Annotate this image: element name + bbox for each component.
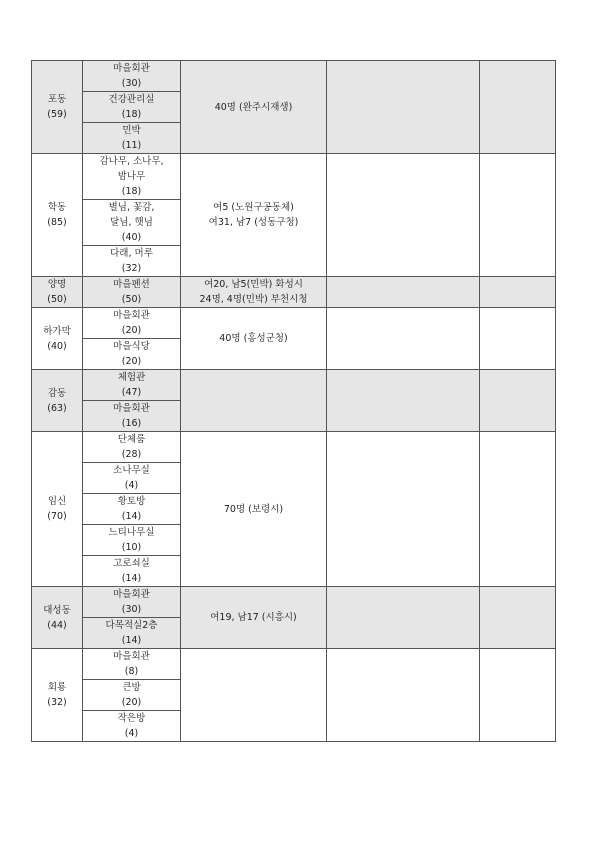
village-label: (63) <box>47 402 67 414</box>
facility-cell <box>83 711 181 742</box>
empty-cell <box>480 587 556 649</box>
village-label: 학동 <box>47 202 67 213</box>
empty-cell <box>480 154 556 277</box>
group-cell <box>181 649 327 742</box>
group-label: 여5 (노원구공동체) <box>213 202 294 213</box>
group-label: 여19, 남17 (시흥시) <box>210 612 297 623</box>
facility-label: 달님, 햇님 <box>110 217 153 228</box>
facility-label: 밤나무 <box>117 171 146 182</box>
facility-cell <box>83 308 181 339</box>
table-row <box>32 277 556 308</box>
facility-cell <box>83 92 181 123</box>
empty-cell <box>327 432 480 587</box>
facility-label: 다래, 머루 <box>110 248 153 259</box>
empty-cell <box>327 308 480 370</box>
village-label: (40) <box>47 340 67 352</box>
facility-label: (10) <box>121 542 142 553</box>
village-cell <box>32 308 83 370</box>
facility-label: 마을회관 <box>113 403 150 414</box>
village-label: (32) <box>47 697 67 708</box>
village-label: 양명 <box>47 279 67 290</box>
facility-cell <box>83 494 181 525</box>
facility-label: 민박 <box>122 125 141 136</box>
facility-label: 단체룸 <box>117 434 146 445</box>
group-cell <box>181 432 327 587</box>
village-label: 임신 <box>47 496 67 507</box>
table-row <box>32 370 556 401</box>
facility-cell <box>83 649 181 680</box>
village-label: (70) <box>47 511 67 522</box>
table-row <box>32 61 556 92</box>
facility-label: (14) <box>121 511 142 522</box>
facility-label: (18) <box>121 109 142 120</box>
facility-label: (16) <box>121 418 142 429</box>
facility-cell <box>83 246 181 277</box>
facility-label: 별님, 꽃감, <box>108 202 155 213</box>
group-label: 여20, 남5(민박) 화성시 <box>204 279 303 290</box>
facility-label: (14) <box>121 573 142 584</box>
empty-cell <box>327 154 480 277</box>
village-cell <box>32 370 83 432</box>
facility-label: (28) <box>121 449 142 460</box>
facility-cell <box>83 680 181 711</box>
facility-cell <box>83 587 181 618</box>
group-label: 24명, 4명(민박) 부천시청 <box>199 294 308 305</box>
facility-cell <box>83 525 181 556</box>
facility-label: 마을회관 <box>113 63 150 74</box>
facility-label: (32) <box>121 263 142 274</box>
facility-label: (4) <box>124 728 139 739</box>
empty-cell <box>480 649 556 742</box>
empty-cell <box>480 61 556 154</box>
facility-label: 소나무실 <box>113 465 150 476</box>
facility-label: 다목적실2층 <box>105 620 158 631</box>
facility-label: (30) <box>121 604 142 615</box>
facility-label: 작은방 <box>117 713 146 724</box>
facility-label: (50) <box>121 294 142 305</box>
facility-label: 체험관 <box>117 372 146 383</box>
village-label: 포동 <box>47 94 67 105</box>
facility-label: (47) <box>121 387 142 398</box>
empty-cell <box>327 370 480 432</box>
facility-cell <box>83 618 181 649</box>
facility-label: (11) <box>121 140 142 151</box>
empty-cell <box>480 370 556 432</box>
facility-label: (20) <box>121 325 142 336</box>
table-body <box>32 61 556 742</box>
group-cell <box>181 370 327 432</box>
empty-cell <box>327 277 480 308</box>
facility-label: 마을회관 <box>113 651 150 662</box>
village-label: (59) <box>47 109 67 120</box>
facility-cell <box>83 401 181 432</box>
group-label: 40명 (홍성군청) <box>219 333 288 344</box>
facility-label: 황토방 <box>117 496 146 507</box>
village-cell <box>32 277 83 308</box>
facility-label: (30) <box>121 78 142 89</box>
facility-cell <box>83 339 181 370</box>
group-cell <box>181 61 327 154</box>
empty-cell <box>480 308 556 370</box>
empty-cell <box>327 587 480 649</box>
facility-label: 마을식당 <box>113 341 150 352</box>
table-row <box>32 649 556 680</box>
village-label: (85) <box>47 217 67 228</box>
accommodation-table <box>31 60 556 742</box>
facility-cell <box>83 123 181 154</box>
village-cell <box>32 587 83 649</box>
facility-label: (20) <box>121 697 142 708</box>
facility-label: (40) <box>121 232 142 243</box>
village-label: 하가막 <box>43 325 71 337</box>
village-cell <box>32 432 83 587</box>
facility-label: (8) <box>124 666 139 677</box>
table-row <box>32 432 556 463</box>
empty-cell <box>327 649 480 742</box>
empty-cell <box>480 277 556 308</box>
village-label: 회룡 <box>47 682 67 693</box>
group-cell <box>181 587 327 649</box>
table-row <box>32 154 556 200</box>
group-cell <box>181 308 327 370</box>
village-cell <box>32 61 83 154</box>
group-label: 여31, 남7 (성동구청) <box>208 217 299 228</box>
group-label: 70명 (보령시) <box>223 503 284 515</box>
facility-label: (18) <box>121 186 142 197</box>
facility-cell <box>83 154 181 200</box>
facility-cell <box>83 556 181 587</box>
village-cell <box>32 154 83 277</box>
facility-label: 고로쇠실 <box>113 558 150 569</box>
group-label: 40명 (완주시재생) <box>214 101 293 113</box>
facility-label: 느티나무실 <box>108 527 155 538</box>
facility-cell <box>83 277 181 308</box>
facility-label: (14) <box>121 635 142 646</box>
village-label: (50) <box>47 294 67 305</box>
village-label: 감동 <box>47 387 67 399</box>
table-row <box>32 587 556 618</box>
facility-cell <box>83 61 181 92</box>
facility-cell <box>83 200 181 246</box>
facility-label: 건강관리실 <box>108 94 155 105</box>
facility-cell <box>83 463 181 494</box>
facility-label: 마을회관 <box>113 310 150 321</box>
facility-cell <box>83 370 181 401</box>
facility-label: 마을펜션 <box>113 279 150 290</box>
village-cell <box>32 649 83 742</box>
village-label: 대성동 <box>43 604 71 616</box>
empty-cell <box>327 61 480 154</box>
village-label: (44) <box>47 619 67 631</box>
group-cell <box>181 154 327 277</box>
facility-label: 마을회관 <box>113 589 150 600</box>
facility-cell <box>83 432 181 463</box>
empty-cell <box>480 432 556 587</box>
table-row <box>32 308 556 339</box>
facility-label: 큰방 <box>122 682 141 693</box>
facility-label: (20) <box>121 356 142 367</box>
facility-label: (4) <box>124 480 139 491</box>
group-cell <box>181 277 327 308</box>
facility-label: 감나무, 소나무, <box>99 156 164 167</box>
